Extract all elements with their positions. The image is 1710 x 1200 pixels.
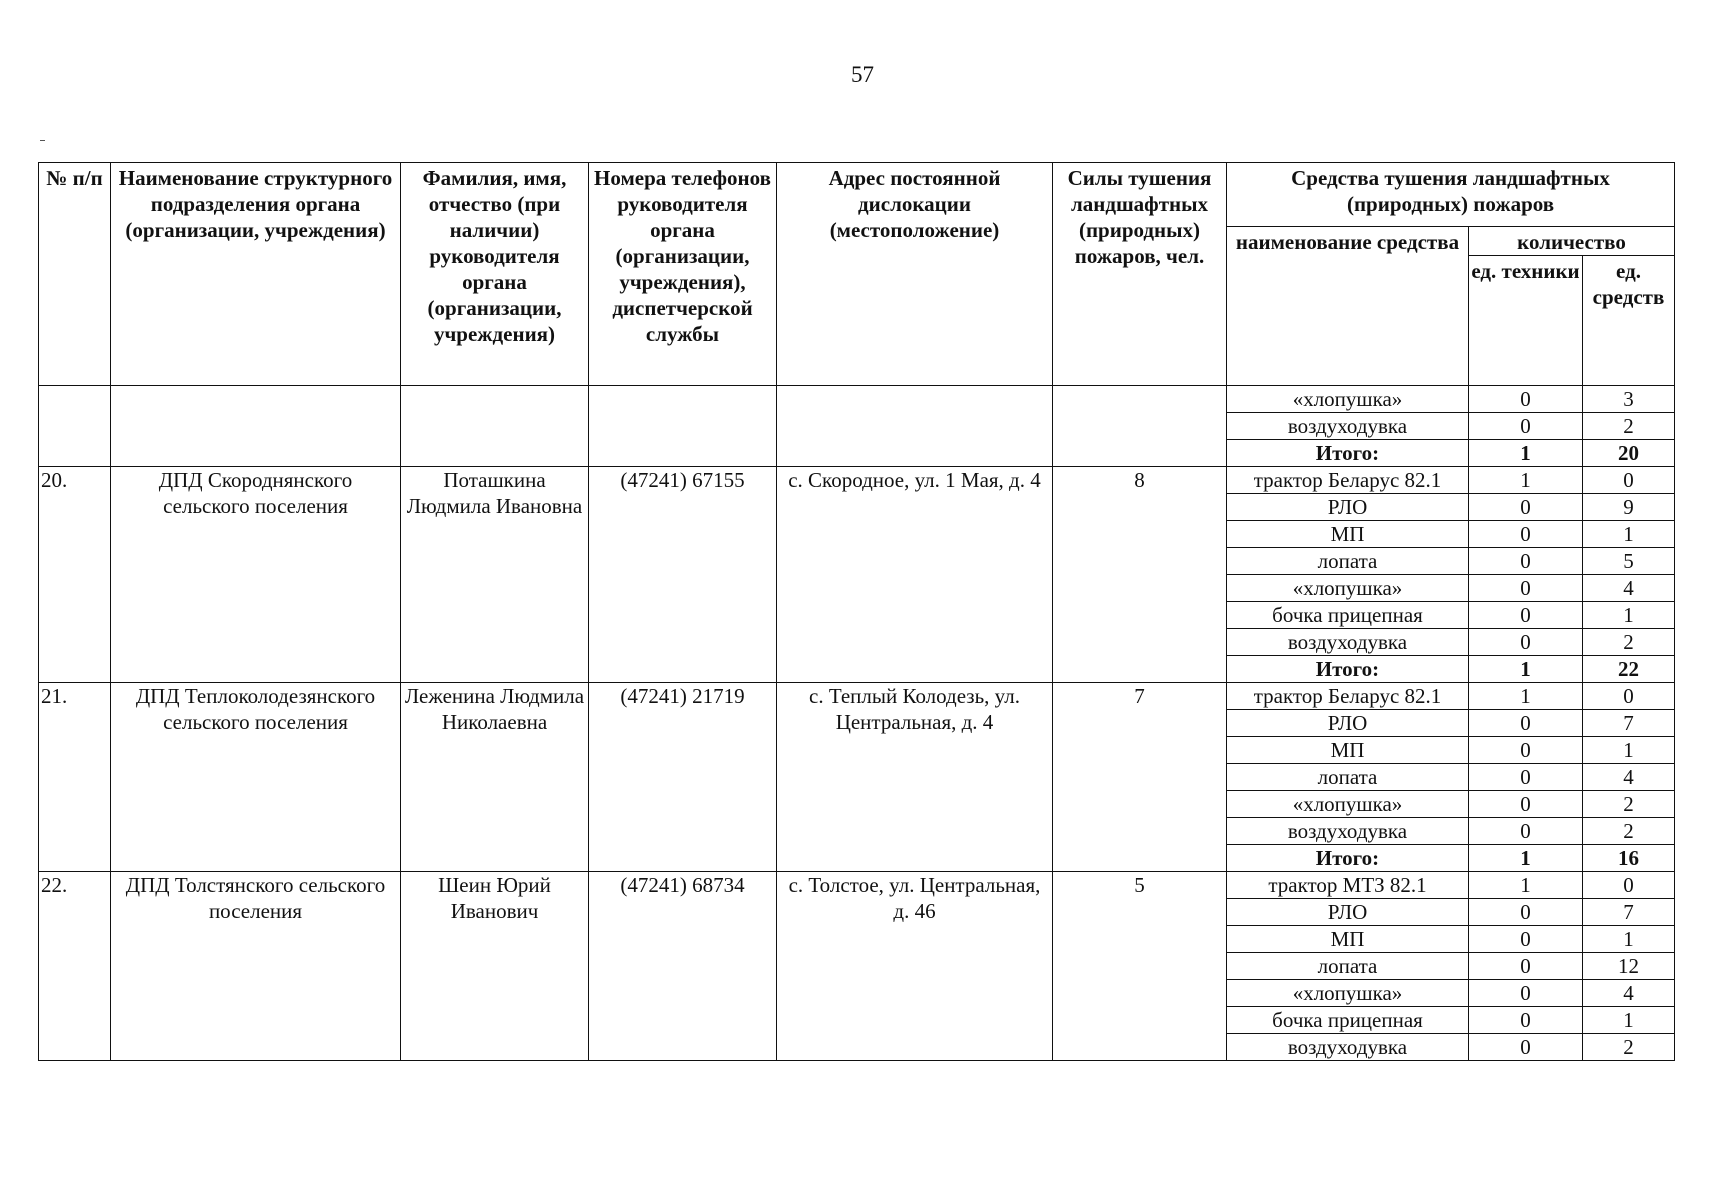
cell-units-tech: 0 <box>1469 521 1583 548</box>
cell-address: с. Скородное, ул. 1 Мая, д. 4 <box>777 467 1053 683</box>
cell-unit: ДПД Толстянского сельского поселения <box>111 872 401 1061</box>
cell-units-means: 7 <box>1583 899 1675 926</box>
cell-units-tech: 0 <box>1469 1034 1583 1061</box>
cell-units-tech: 0 <box>1469 791 1583 818</box>
cell-units-tech: 1 <box>1469 440 1583 467</box>
cell-means-name: воздуходувка <box>1227 818 1469 845</box>
cell-units-means: 1 <box>1583 602 1675 629</box>
cell-means-name: РЛО <box>1227 494 1469 521</box>
cell-units-tech: 0 <box>1469 764 1583 791</box>
header-means: Средства тушения ландшафтных (природных) пожаров <box>1227 163 1675 227</box>
cell-units-means: 7 <box>1583 710 1675 737</box>
table-body <box>39 386 1675 1061</box>
cell-units-tech: 0 <box>1469 710 1583 737</box>
cell-head: Шеин Юрий Иванович <box>401 872 589 1061</box>
scan-mark <box>40 140 45 141</box>
cell-units-tech: 1 <box>1469 872 1583 899</box>
cell-units-means: 2 <box>1583 1034 1675 1061</box>
cell-units-tech: 0 <box>1469 926 1583 953</box>
cell-means-name: воздуходувка <box>1227 1034 1469 1061</box>
cell-unit: ДПД Скороднянского сельского поселения <box>111 467 401 683</box>
cell-phone: (47241) 68734 <box>589 872 777 1061</box>
cell-units-means: 0 <box>1583 683 1675 710</box>
cell-unit: ДПД Теплоколодезянского сельского поселения <box>111 683 401 872</box>
cell-units-tech: 0 <box>1469 818 1583 845</box>
cell-units-means: 4 <box>1583 980 1675 1007</box>
cell-means-name: лопата <box>1227 764 1469 791</box>
cell-units-means: 1 <box>1583 926 1675 953</box>
header-units-means: ед. средств <box>1583 256 1675 386</box>
cell-units-tech: 1 <box>1469 656 1583 683</box>
cell-head <box>401 386 589 467</box>
cell-means-name: «хлопушка» <box>1227 791 1469 818</box>
cell-units-tech: 0 <box>1469 413 1583 440</box>
cell-units-means: 1 <box>1583 521 1675 548</box>
cell-address: с. Толстое, ул. Центральная, д. 46 <box>777 872 1053 1061</box>
cell-means-name: лопата <box>1227 953 1469 980</box>
cell-units-tech: 1 <box>1469 845 1583 872</box>
cell-means-name: бочка прицепная <box>1227 1007 1469 1034</box>
cell-num: 20. <box>39 467 111 683</box>
header-phones: Номера телефонов руководителя органа (организации, учреждения), диспетчерской службы <box>589 163 777 386</box>
cell-units-tech: 1 <box>1469 683 1583 710</box>
cell-means-name: воздуходувка <box>1227 413 1469 440</box>
header-head: Фамилия, имя, отчество (при наличии) руководителя органа (организации, учреждения) <box>401 163 589 386</box>
cell-units-means: 12 <box>1583 953 1675 980</box>
table-row <box>39 872 1675 899</box>
cell-units-tech: 0 <box>1469 548 1583 575</box>
cell-means-name: МП <box>1227 737 1469 764</box>
cell-units-tech: 0 <box>1469 980 1583 1007</box>
cell-units-means: 16 <box>1583 845 1675 872</box>
cell-head: Леженина Людмила Николаевна <box>401 683 589 872</box>
cell-units-tech: 0 <box>1469 899 1583 926</box>
cell-means-name: Итого: <box>1227 440 1469 467</box>
table-row <box>39 683 1675 710</box>
cell-units-means: 4 <box>1583 764 1675 791</box>
cell-units-tech: 0 <box>1469 602 1583 629</box>
header-num: № п/п <box>39 163 111 386</box>
cell-units-means: 1 <box>1583 1007 1675 1034</box>
cell-units-means: 4 <box>1583 575 1675 602</box>
cell-units-means: 22 <box>1583 656 1675 683</box>
table-header <box>39 163 1675 386</box>
header-units-tech: ед. техники <box>1469 256 1583 386</box>
cell-unit <box>111 386 401 467</box>
cell-num: 22. <box>39 872 111 1061</box>
cell-forces: 8 <box>1053 467 1227 683</box>
cell-units-tech: 0 <box>1469 494 1583 521</box>
cell-phone <box>589 386 777 467</box>
cell-phone: (47241) 67155 <box>589 467 777 683</box>
cell-means-name: «хлопушка» <box>1227 386 1469 413</box>
cell-phone: (47241) 21719 <box>589 683 777 872</box>
cell-means-name: лопата <box>1227 548 1469 575</box>
cell-means-name: «хлопушка» <box>1227 980 1469 1007</box>
cell-means-name: Итого: <box>1227 656 1469 683</box>
cell-num: 21. <box>39 683 111 872</box>
cell-units-means: 5 <box>1583 548 1675 575</box>
cell-units-means: 3 <box>1583 386 1675 413</box>
cell-address: с. Теплый Колодезь, ул. Центральная, д. 4 <box>777 683 1053 872</box>
page-number: 57 <box>851 62 874 87</box>
cell-units-means: 0 <box>1583 467 1675 494</box>
header-unit: Наименование структурного подразделения органа (организации, учреждения) <box>111 163 401 386</box>
cell-means-name: трактор Беларус 82.1 <box>1227 683 1469 710</box>
table-row <box>39 386 1675 413</box>
header-address: Адрес постоянной дислокации (местоположение) <box>777 163 1053 386</box>
cell-means-name: МП <box>1227 521 1469 548</box>
cell-units-tech: 0 <box>1469 629 1583 656</box>
cell-means-name: трактор МТЗ 82.1 <box>1227 872 1469 899</box>
fire-resources-table <box>38 162 1675 1061</box>
cell-means-name: воздуходувка <box>1227 629 1469 656</box>
cell-units-tech: 0 <box>1469 953 1583 980</box>
cell-units-means: 20 <box>1583 440 1675 467</box>
cell-units-tech: 1 <box>1469 467 1583 494</box>
cell-units-tech: 0 <box>1469 386 1583 413</box>
table-row <box>39 467 1675 494</box>
cell-forces <box>1053 386 1227 467</box>
cell-units-tech: 0 <box>1469 575 1583 602</box>
cell-means-name: РЛО <box>1227 899 1469 926</box>
cell-means-name: МП <box>1227 926 1469 953</box>
cell-means-name: «хлопушка» <box>1227 575 1469 602</box>
header-quantity: количество <box>1469 227 1675 256</box>
cell-units-means: 1 <box>1583 737 1675 764</box>
cell-units-means: 9 <box>1583 494 1675 521</box>
cell-units-means: 0 <box>1583 872 1675 899</box>
cell-units-tech: 0 <box>1469 1007 1583 1034</box>
cell-forces: 5 <box>1053 872 1227 1061</box>
header-forces: Силы тушения ландшафтных (природных) пожаров, чел. <box>1053 163 1227 386</box>
cell-means-name: бочка прицепная <box>1227 602 1469 629</box>
cell-num <box>39 386 111 467</box>
cell-means-name: Итого: <box>1227 845 1469 872</box>
cell-address <box>777 386 1053 467</box>
cell-units-means: 2 <box>1583 791 1675 818</box>
cell-means-name: трактор Беларус 82.1 <box>1227 467 1469 494</box>
cell-units-tech: 0 <box>1469 737 1583 764</box>
header-means-name: наименование средства <box>1227 227 1469 386</box>
cell-units-means: 2 <box>1583 818 1675 845</box>
cell-forces: 7 <box>1053 683 1227 872</box>
cell-units-means: 2 <box>1583 413 1675 440</box>
cell-means-name: РЛО <box>1227 710 1469 737</box>
cell-units-means: 2 <box>1583 629 1675 656</box>
cell-head: Поташкина Людмила Ивановна <box>401 467 589 683</box>
